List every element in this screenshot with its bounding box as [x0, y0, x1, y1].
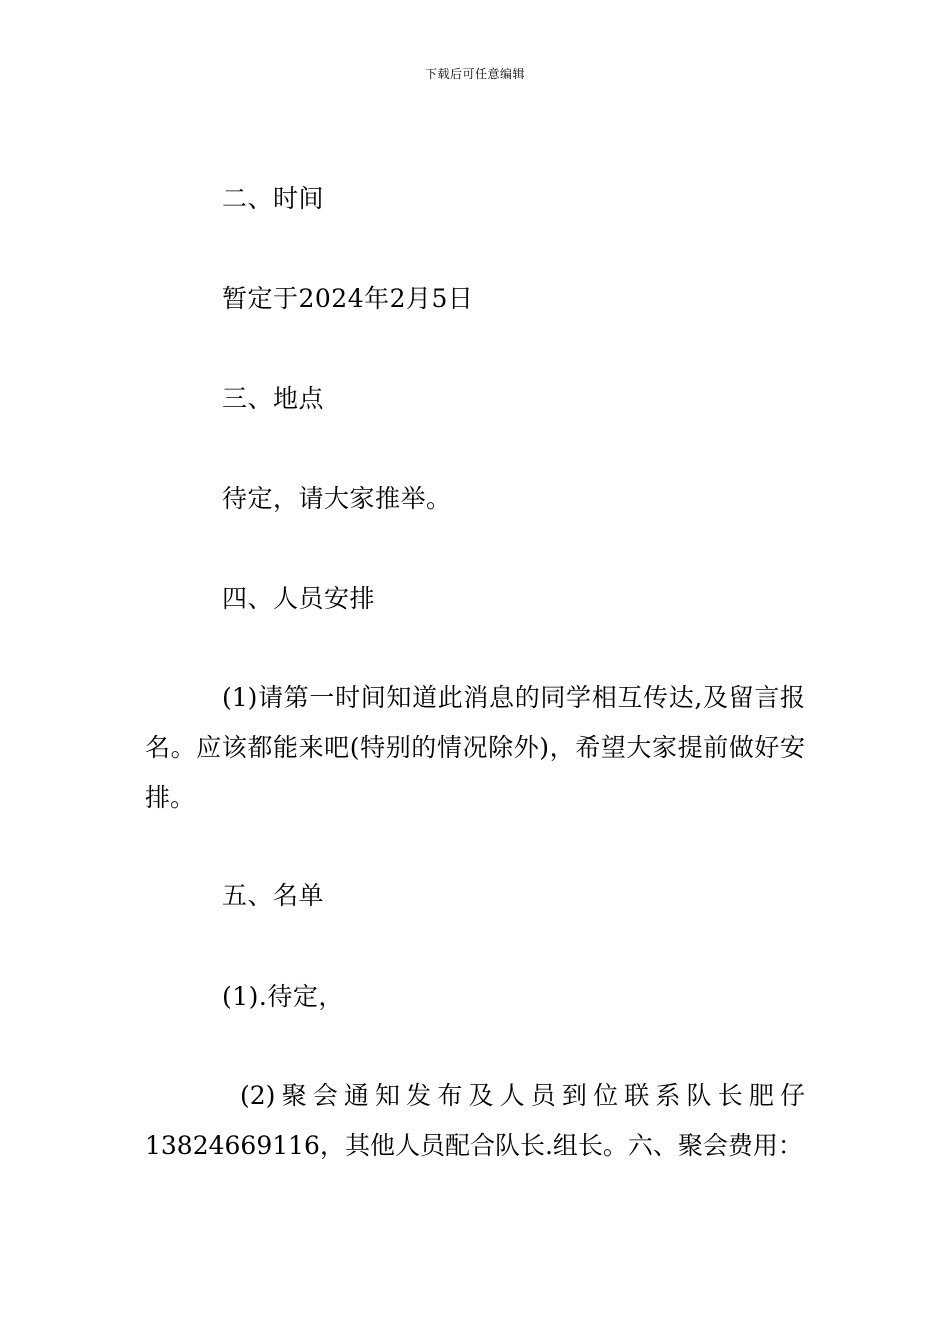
section-place-text: 待定，请大家推举。	[222, 484, 452, 513]
section-time-heading: 二、时间	[222, 184, 325, 213]
section-staff-heading: 四、人员安排	[222, 584, 376, 613]
section-staff-paragraph: (1)请第一时间知道此消息的同学相互传达,及留言报名。应该都能来吧(特别的情况除外)，希望大家提前做好安排。	[145, 683, 805, 812]
section-list-heading: 五、名单	[222, 881, 325, 910]
section-place-heading: 三、地点	[222, 384, 325, 413]
section-time-text: 暂定于2024年2月5日	[222, 284, 474, 313]
section-list-item-2: (2)聚会通知发布及人员到位联系队长肥仔13824669116，其他人员配合队长.组长。六、聚会费用：	[145, 1081, 805, 1160]
header-note: 下载后可任意编辑	[424, 67, 525, 81]
section-list-item-1: (1).待定，	[222, 982, 344, 1011]
